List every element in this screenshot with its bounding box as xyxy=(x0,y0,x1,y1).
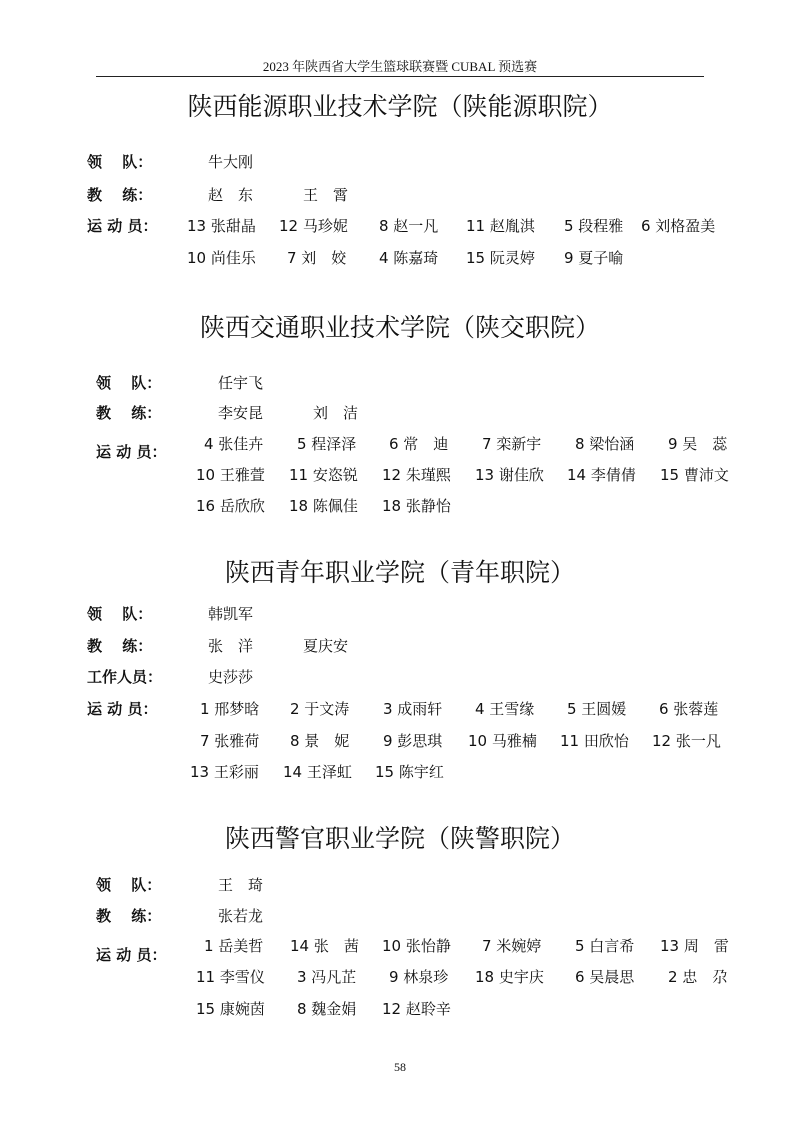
leader-name: 王 琦 xyxy=(218,876,264,894)
coach-label: 教 练： xyxy=(87,637,153,655)
leader-name: 牛大刚 xyxy=(208,153,254,171)
athlete: 16 岳欣欣 xyxy=(196,497,265,515)
coach-name: 张 洋 xyxy=(208,637,254,655)
athlete: 12 朱瑾熙 xyxy=(382,466,451,484)
athlete: 4 王雪缘 xyxy=(475,700,535,718)
leader-name: 韩凯军 xyxy=(208,605,254,623)
staff-name: 史莎莎 xyxy=(208,668,254,686)
athlete: 15 曹沛文 xyxy=(660,466,729,484)
athlete-label: 运 动 员： xyxy=(87,700,158,718)
athlete: 7 张雅荷 xyxy=(200,732,260,750)
coach-name: 赵 东 xyxy=(208,186,254,204)
athlete: 10 马雅楠 xyxy=(468,732,537,750)
athlete: 15 阮灵婷 xyxy=(466,249,535,267)
coach-name: 夏庆安 xyxy=(303,637,349,655)
athlete: 10 王雅萱 xyxy=(196,466,265,484)
coach-name: 刘 洁 xyxy=(313,404,359,422)
athlete-label: 运 动 员： xyxy=(96,443,167,461)
athlete: 12 马珍妮 xyxy=(279,217,348,235)
coach-label: 教 练： xyxy=(87,186,153,204)
athlete: 2 于文涛 xyxy=(290,700,350,718)
athlete: 11 赵胤淇 xyxy=(466,217,535,235)
athlete: 14 李倩倩 xyxy=(567,466,636,484)
athlete: 5 白言希 xyxy=(575,937,635,955)
leader-label: 领 队： xyxy=(96,374,162,392)
athlete: 12 赵聆辛 xyxy=(382,1000,451,1018)
coach-name: 张若龙 xyxy=(218,907,264,925)
athlete: 13 张甜晶 xyxy=(187,217,256,235)
athlete: 4 张佳卉 xyxy=(204,435,264,453)
athlete: 5 程泽泽 xyxy=(297,435,357,453)
athlete: 11 李雪仪 xyxy=(196,968,265,986)
leader-label: 领 队： xyxy=(96,876,162,894)
athlete: 14 王泽虹 xyxy=(283,763,352,781)
leader-name: 任宇飞 xyxy=(218,374,264,392)
page-number: 58 xyxy=(394,1060,406,1074)
staff-label: 工作人员： xyxy=(87,668,163,686)
athlete: 9 林泉珍 xyxy=(389,968,449,986)
athlete: 1 邢梦晗 xyxy=(200,700,260,718)
athlete: 5 王圆媛 xyxy=(567,700,627,718)
athlete: 15 康婉茵 xyxy=(196,1000,265,1018)
athlete: 1 岳美哲 xyxy=(204,937,264,955)
running-header: 2023 年陕西省大学生篮球联赛暨 CUBAL 预选赛 xyxy=(262,59,538,74)
athlete: 8 梁怡涵 xyxy=(575,435,635,453)
athlete: 18 张静怡 xyxy=(382,497,451,515)
athlete: 9 彭思琪 xyxy=(383,732,443,750)
athlete: 18 陈佩佳 xyxy=(289,497,358,515)
coach-name: 李安昆 xyxy=(218,404,264,422)
athlete: 15 陈宇红 xyxy=(375,763,444,781)
athlete: 3 冯凡芷 xyxy=(297,968,357,986)
coach-name: 王 霄 xyxy=(303,186,349,204)
athlete: 13 王彩丽 xyxy=(190,763,259,781)
leader-label: 领 队： xyxy=(87,153,153,171)
athlete: 13 谢佳欣 xyxy=(475,466,544,484)
section-title: 陕西青年职业学院（青年职院） xyxy=(224,558,575,587)
athlete: 3 成雨轩 xyxy=(383,700,443,718)
athlete: 6 张蓉莲 xyxy=(659,700,719,718)
athlete: 14 张 茜 xyxy=(290,937,359,955)
athlete: 18 史宇庆 xyxy=(475,968,544,986)
leader-label: 领 队： xyxy=(87,605,153,623)
athlete: 12 张一凡 xyxy=(652,732,721,750)
athlete: 2 忠 尕 xyxy=(668,968,728,986)
header-rule xyxy=(96,76,704,77)
athlete: 5 段程雅 xyxy=(564,217,624,235)
athlete: 8 景 妮 xyxy=(290,732,350,750)
athlete: 7 米婉婷 xyxy=(482,937,542,955)
section-title: 陕西交通职业技术学院（陕交职院） xyxy=(199,313,600,342)
coach-label: 教 练： xyxy=(96,404,162,422)
athlete: 7 刘 姣 xyxy=(287,249,347,267)
athlete: 7 栾新宇 xyxy=(482,435,542,453)
athlete: 10 张怡静 xyxy=(382,937,451,955)
athlete: 11 安恣锐 xyxy=(289,466,358,484)
athlete: 10 尚佳乐 xyxy=(187,249,256,267)
section-title: 陕西警官职业学院（陕警职院） xyxy=(224,824,575,853)
athlete: 6 吴晨思 xyxy=(575,968,635,986)
athlete: 6 常 迪 xyxy=(389,435,449,453)
athlete: 11 田欣怡 xyxy=(560,732,629,750)
athlete-label: 运 动 员： xyxy=(87,217,158,235)
athlete: 13 周 雷 xyxy=(660,937,729,955)
section-title: 陕西能源职业技术学院（陕能源职院） xyxy=(187,92,613,121)
athlete-label: 运 动 员： xyxy=(96,946,167,964)
athlete: 9 夏子喻 xyxy=(564,249,624,267)
athlete: 4 陈嘉琦 xyxy=(379,249,439,267)
coach-label: 教 练： xyxy=(96,907,162,925)
athlete: 6 刘格盈美 xyxy=(641,217,716,235)
athlete: 9 吴 蕊 xyxy=(668,435,728,453)
athlete: 8 魏金娟 xyxy=(297,1000,357,1018)
athlete: 8 赵一凡 xyxy=(379,217,439,235)
